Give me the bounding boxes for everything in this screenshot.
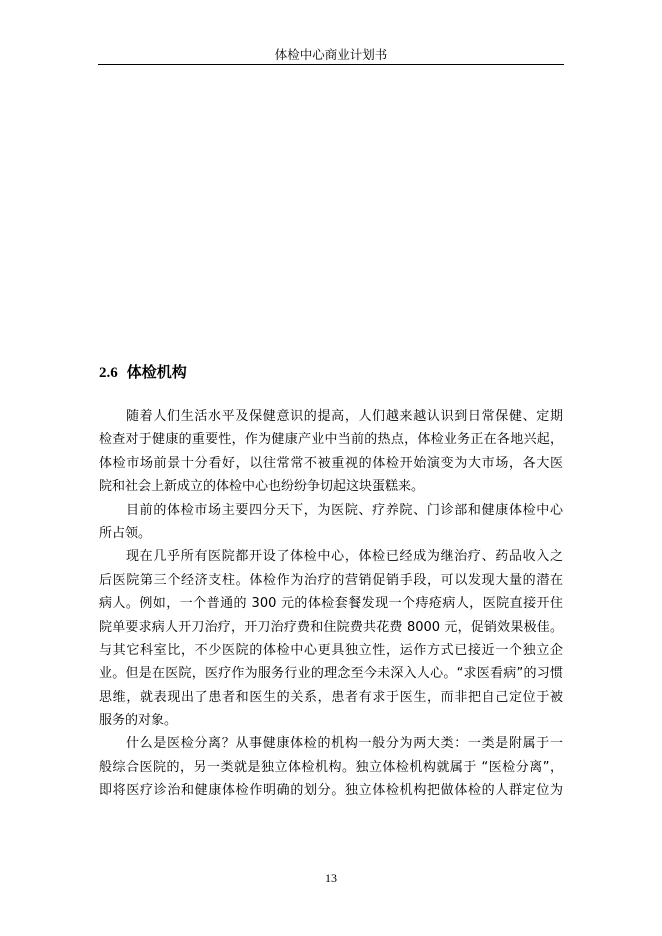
body-text [99, 405, 563, 803]
body-line: 检查对于健康的重要性，作为健康产业中当前的热点，体检业务正在各地兴起， [99, 432, 563, 448]
body-line: 院和社会上新成立的体检中心也纷纷争切起这块蛋糕来。 [99, 479, 425, 495]
page-header-title: 体检中心商业计划书 [274, 47, 388, 62]
body-line: 随着人们生活水平及保健意识的提高，人们越来越认识到日常保健、定期 [126, 409, 563, 424]
body-line: 即将医疗诊治和健康体检作明确的划分。独立体检机构把做体检的人群定位为 [99, 783, 563, 799]
page-number: 13 [325, 871, 337, 885]
section-title: 体检机构 [126, 363, 187, 381]
body-line: 思维，就表现出了患者和医生的关系，患者有求于医生，而非把自己定位于被 [99, 689, 563, 705]
body-line: 与其它科室比，不少医院的体检中心更具独立性，运作方式已接近一个独立企 [99, 642, 563, 658]
body-line: 什么是医检分离？从事健康体检的机构一般分为两大类：一类是附属于一 [126, 736, 563, 752]
body-line: 现在几乎所有医院都开设了体检中心，体检已经成为继治疗、药品收入之 [126, 549, 563, 565]
body-line: 业。但是在医院，医疗作为服务行业的理念至今未深入人心。“求医看病”的习惯 [99, 666, 563, 682]
body-line: 所占领。 [99, 525, 152, 541]
section-heading [99, 360, 187, 384]
body-line: 体检市场前景十分看好，以往常常不被重视的体检开始演变为大市场，各大医 [99, 455, 563, 471]
body-line: 院单要求病人开刀治疗，开刀治疗费和住院费共花费 8000 元，促销效果极佳。 [99, 619, 563, 635]
body-line: 服务的对象。 [99, 713, 178, 729]
body-line: 病人。例如，一个普通的 300 元的体检套餐发现一个痔疮病人，医院直接开住 [99, 596, 563, 612]
section-number: 2.6 [99, 365, 118, 381]
header-divider [98, 64, 564, 65]
body-line: 般综合医院的，另一类就是独立体检机构。独立体检机构就属于 “医检分离”， [99, 759, 563, 775]
body-line: 目前的体检市场主要四分天下，为医院、疗养院、门诊部和健康体检中心 [126, 502, 563, 518]
body-line: 后医院第三个经济支柱。体检作为治疗的营销促销手段，可以发现大量的潜在 [99, 572, 563, 588]
